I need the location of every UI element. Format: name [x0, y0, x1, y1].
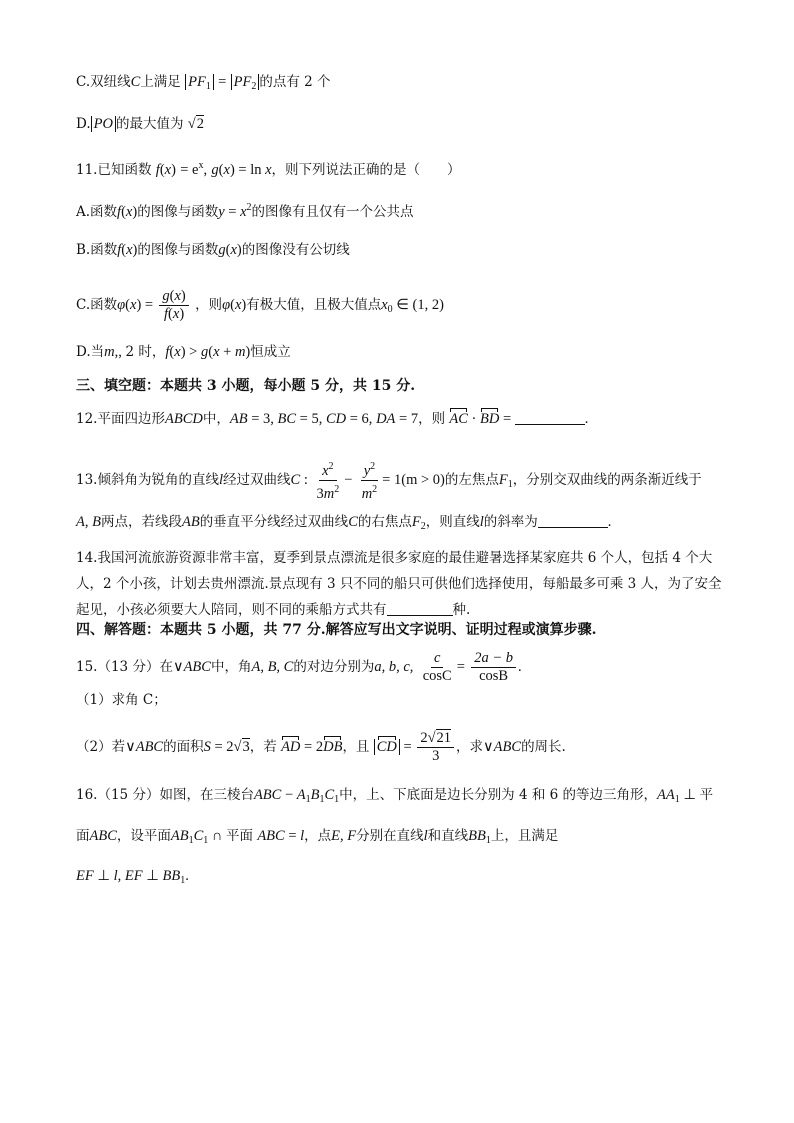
- answer-blank[interactable]: [538, 527, 608, 528]
- q11-option-a: A.函数f(x)的图像与函数$y = x^2$的图像有且仅有一个公共点: [76, 202, 414, 220]
- q11-option-d: D.当m,, 2 时，f(x) > g(x + m)恒成立: [76, 344, 291, 360]
- answer-blank[interactable]: [387, 615, 453, 616]
- q11-stem: 11.已知函数 $f(x) = e^x$, g(x) = ln x，则下列说法正确的是（ ）: [76, 160, 461, 178]
- q12: 12.平面四边形ABCD中，AB = 3, BC = 5, CD = 6, DA = 7，则 AC · BD = .: [76, 411, 589, 427]
- fraction-g-over-f: $\frac{g(x)}{f(x)}$: [159, 288, 188, 323]
- q13-line-1: 13.倾斜角为锐角的直线l经过双曲线C : $\frac{x^2}{3m^2}$ − $\frac{y^2}{m^2}$ = 1(m > 0)的左焦点$F_1$，分别交双曲线的两条渐近线于: [76, 458, 702, 503]
- q13-line-2: A, B两点，若线段AB的垂直平分线经过双曲线C的右焦点$F_2$，则直线l的斜率为 .: [76, 514, 612, 532]
- vector-ac: AC: [449, 411, 468, 427]
- q16-line-2: 面ABC，设平面$AB_1C_1$ ∩ 平面 ABC = l，点E, F分别在直线l和直线$BB_1$上，且满足: [76, 828, 559, 846]
- sqrt-2: √2: [187, 116, 204, 132]
- q15-part-1: （1）求角 C；: [76, 692, 167, 708]
- q11-option-c: C.函数φ(x) = $\frac{g(x)}{f(x)}$ ，则φ(x)有极大值，且极大值点$x_0$ ∈ (1, 2): [76, 288, 444, 322]
- q15-part-2: （2）若∨ABC的面积S = 2√3，若 AD = 2DB，且 CD = $\frac{2√21}{3}$ ，求∨ABC的周长.: [76, 730, 566, 764]
- q15-stem: 15.（13 分）在∨ABC中，角A, B, C的对边分别为a, b, c, $\frac{c}{\cos C}$ = $\frac{2a - b}{\cos B}$ .: [76, 650, 522, 684]
- q11-option-b: B.函数f(x)的图像与函数g(x)的图像没有公切线: [76, 242, 350, 258]
- q14: 14.我国河流旅游资源非常丰富，夏季到景点漂流是很多家庭的最佳避暑选择某家庭共 6 个人，包括 4 个大人，2 个小孩，计划去贵州漂流.景点现有 3 只不同的船只可供他们选择使用，每船最多可乘 3 人，为了安全起见，小孩必须要大人陪同，则不同的乘船方式共有 种.: [76, 550, 722, 618]
- q10-option-d: D. PO 的最大值为 √2: [76, 116, 204, 132]
- section-4-heading: 四、解答题：本题共 5 小题，共 77 分.解答应写出文字说明、证明过程或演算步骤.: [76, 622, 597, 638]
- abs-pf1: $PF_1$: [185, 74, 214, 90]
- q16-line-3: EF ⊥ l, EF ⊥ $BB_1$.: [76, 868, 189, 886]
- section-3-heading: 三、填空题：本题共 3 小题，每小题 5 分，共 15 分.: [76, 378, 416, 394]
- q10-option-c: C.双纽线C上满足 $PF_1 = PF_2$ 的点有 2 个: [76, 74, 331, 92]
- answer-blank[interactable]: [515, 424, 585, 425]
- vector-bd: BD: [480, 411, 500, 427]
- q16-line-1: 16.（15 分）如图，在三棱台ABC − $A_1B_1C_1$中，上、下底面是边长分别为 4 和 6 的等边三角形，$AA_1$ ⊥ 平: [76, 787, 714, 805]
- abs-pf2: $PF_2$: [231, 74, 260, 90]
